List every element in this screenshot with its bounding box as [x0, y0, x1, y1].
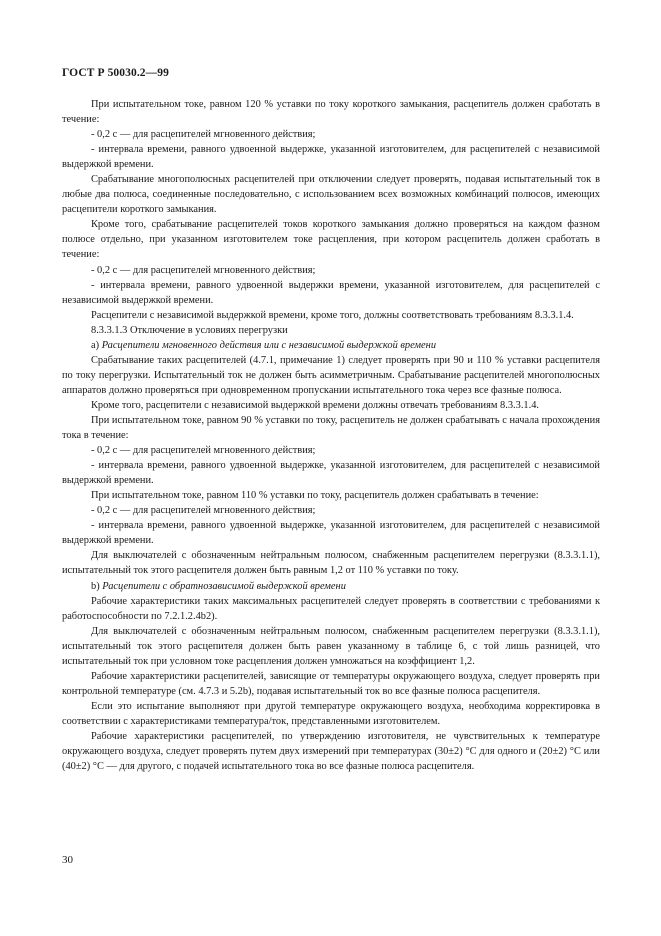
list-item-label: b)	[91, 580, 100, 592]
list-item-title: Расцепители с обратнозависимой выдержкой времени	[102, 580, 346, 592]
paragraph: - 0,2 с — для расцепителей мгновенного действия;	[91, 505, 316, 517]
list-item-b	[62, 579, 600, 594]
paragraph: - 0,2 с — для расцепителей мгновенного действия;	[91, 129, 316, 141]
list-item-label: a)	[91, 339, 100, 351]
paragraph: - интервала времени, равного удвоенной выдержке, указанной изготовителем, для расцепителей с независимой выдержкой времени.	[62, 460, 600, 487]
paragraph: Рабочие характеристики расцепителей, по утверждению изготовителя, не чувствительных к температуре окружающего воздуха, следует проверять путем двух измерений при температурах (30±2) °С для одного и (20±2) °С или (40±2) °С — для другого, с подачей испытательного тока во все фазные полюса расцепителя.	[62, 730, 600, 773]
paragraph: - интервала времени, равного удвоенной выдержке, указанной изготовителем, для расцепителей с независимой выдержкой времени.	[62, 144, 600, 171]
paragraph: Если это испытание выполняют при другой температуре окружающего воздуха, необходима корректировка в соответствии с характеристиками температура/ток, представленными изготовителем.	[62, 700, 600, 727]
paragraph: Для выключателей с обозначенным нейтральным полюсом, снабженным расцепителем перегрузки (8.3.3.1.1), испытательный ток этого расцепителя должен быть равен указанному в таблице 6, с той лишь разницей, что испытательный ток при условном токе расцепления должен умножаться на коэффициент 1,2.	[62, 625, 600, 667]
paragraph: Для выключателей с обозначенным нейтральным полюсом, снабженным расцепителем перегрузки (8.3.3.1.1), испытательный ток этого расцепителя должен быть равным 1,2 от 110 % уставки по току.	[62, 550, 600, 577]
section-heading: 8.3.3.1.3 Отключение в условиях перегрузки	[91, 324, 288, 336]
paragraph: Расцепители с независимой выдержкой времени, кроме того, должны соответствовать требованиям 8.3.3.1.4.	[91, 309, 574, 321]
paragraph: - 0,2 с — для расцепителей мгновенного действия;	[91, 264, 316, 276]
paragraph: При испытательном токе, равном 110 % уставки по току, расцепитель должен срабатывать в течение:	[91, 490, 539, 502]
paragraph: При испытательном токе, равном 120 % уставки по току короткого замыкания, расцепитель должен сработать в течение:	[62, 99, 600, 126]
paragraph: Рабочие характеристики таких максимальных расцепителей следует проверять в соответствии с требованиями к работоспособности по 7.2.1.2.4b2).	[62, 595, 600, 622]
paragraph: Кроме того, срабатывание расцепителей токов короткого замыкания должно проверяться на каждом фазном полюсе отдельно, при указанном изготовителем токе расцепления, при котором расцепитель должен сработать в течение:	[62, 219, 600, 261]
list-item-a	[62, 338, 600, 353]
paragraph: - интервала времени, равного удвоенной выдержке, указанной изготовителем, для расцепителей с независимой выдержкой времени.	[62, 520, 600, 547]
paragraph: Рабочие характеристики расцепителей, зависящие от температуры окружающего воздуха, следует проверять при контрольной температуре (см. 4.7.3 и 5.2b), подавая испытательный ток во все фазные полюса расцепителя.	[62, 670, 600, 697]
paragraph: - 0,2 с — для расцепителей мгновенного действия;	[91, 445, 316, 457]
page-number: 30	[62, 854, 73, 866]
paragraph: Срабатывание многополюсных расцепителей при отключении следует проверять, подавая испытательный ток в любые два полюса, соединенные последовательно, с использованием всех возможных комбинаций полюсов, имеющих расцепители короткого замыкания.	[62, 174, 600, 216]
paragraph: Кроме того, расцепители с независимой выдержкой времени должны отвечать требованиям 8.3.3.1.4.	[91, 399, 540, 411]
list-item-title: Расцепители мгновенного действия или с независимой выдержкой времени	[101, 339, 437, 351]
document-header: ГОСТ Р 50030.2—99	[62, 67, 169, 79]
paragraph: - интервала времени, равного удвоенной выдержки времени, указанной изготовителем, для расцепителей с независимой выдержкой времени.	[62, 279, 600, 306]
document-body	[62, 97, 600, 774]
paragraph: При испытательном токе, равном 90 % уставки по току, расцепитель не должен срабатывать с начала прохождения тока в течение:	[62, 414, 600, 442]
paragraph: Срабатывание таких расцепителей (4.7.1, примечание 1) следует проверять при 90 и 110 % уставки расцепителя по току перегрузки. Испытательный ток не должен быть асимметричным. Срабатывание расцепителей многополюсных аппаратов должно проверяться при одновременном пропускании испытательного тока через все фазные полюса.	[62, 354, 600, 396]
